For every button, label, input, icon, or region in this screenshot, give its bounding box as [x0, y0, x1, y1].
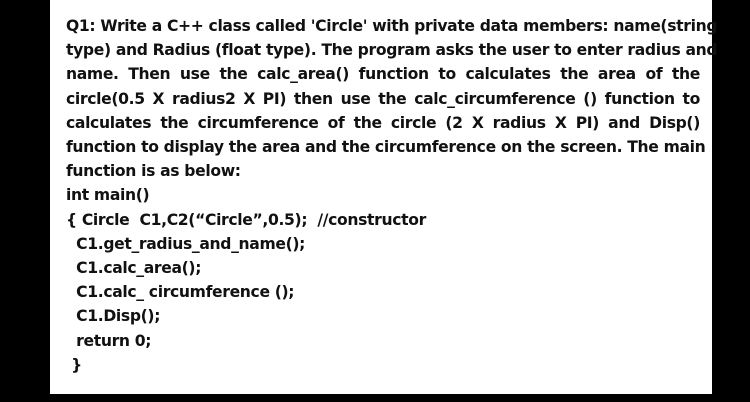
question-line: function is as below: [66, 162, 241, 181]
question-line: circle(0.5 X radius2 X PI) then use the calc_circumference () function to [66, 89, 700, 108]
document-page [50, 0, 718, 394]
code-line: { Circle C1,C2(“Circle”,0.5); //constructor [66, 210, 426, 229]
code-line: C1.Disp(); [66, 307, 161, 326]
code-line: C1.calc_ circumference (); [66, 283, 295, 302]
question-text [66, 14, 718, 377]
code-line: return 0; [66, 331, 152, 350]
code-line: int main() [66, 186, 150, 205]
code-line: } [66, 355, 82, 374]
question-line: function to display the area and the circumference on the screen. The main [66, 138, 706, 157]
question-line: calculates the circumference of the circle (2 X radius X PI) and Disp() [66, 113, 700, 132]
code-block [66, 183, 700, 377]
question-line: Q1: Write a C++ class called 'Circle' with private data members: name(string [66, 17, 718, 35]
code-line: C1.calc_area(); [66, 259, 202, 278]
question-line: name. Then use the calc_area() function to calculates the area of the [66, 65, 700, 84]
question-line: type) and Radius (float type). The program asks the user to enter radius and [66, 41, 718, 60]
code-line: C1.get_radius_and_name(); [66, 234, 306, 253]
